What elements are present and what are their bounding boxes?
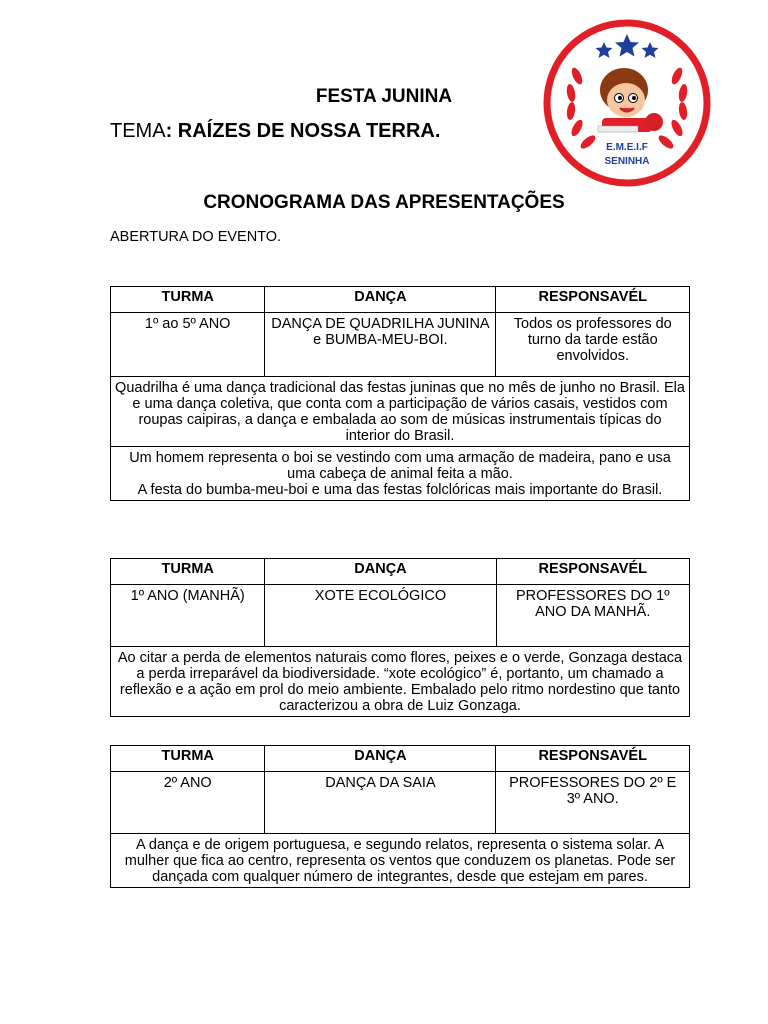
cell-responsavel: Todos os professores do turno da tarde estão envolvidos.: [496, 313, 690, 377]
col-danca: DANÇA: [265, 287, 496, 313]
table-header-row: [111, 559, 690, 585]
table-row: [111, 585, 690, 647]
col-responsavel: RESPONSAVÉL: [496, 746, 690, 772]
cell-description: A dança e de origem portuguesa, e segundo relatos, representa o sistema solar. A mulher que fica ao centro, representa os ventos que conduzem os planetas. Pode ser dançada com qualquer número de integrantes, desde que estejam em pares.: [111, 834, 690, 888]
theme-label: TEMA: [110, 120, 166, 142]
table-row: [111, 313, 690, 377]
logo-line1: E.M.E.I.F: [606, 142, 648, 153]
col-responsavel: RESPONSAVÉL: [496, 287, 690, 313]
cell-responsavel: PROFESSORES DO 2º E 3º ANO.: [496, 772, 690, 834]
description-line: A festa do bumba-meu-boi e uma das festas folclóricas mais importante do Brasil.: [137, 482, 663, 498]
cell-description: Quadrilha é uma dança tradicional das festas juninas que no mês de junho no Brasil. Ela e uma dança coletiva, que conta com a participação de vários casais, vestidos com roupas caipiras, a dança e embalada ao som de músicas instrumentais típicas do interior do Brasil.: [111, 377, 690, 447]
cell-description-2: [111, 447, 690, 501]
page-title: FESTA JUNINA: [315, 86, 453, 107]
cell-danca: DANÇA DA SAIA: [265, 772, 496, 834]
cell-description: Ao citar a perda de elementos naturais como flores, peixes e o verde, Gonzaga destaca a perda irreparável da biodiversidade. “xote ecológico” é, portanto, um chamado a reflexão e a ação em prol do meio ambiente. Embalado pelo ritmo nordestino que tanto caracterizou a obra de Luiz Gonzaga.: [111, 647, 690, 717]
cell-turma: 1º ANO (MANHÃ): [111, 585, 265, 647]
theme-value: : RAÍZES DE NOSSA TERRA.: [165, 120, 441, 142]
event-opening: ABERTURA DO EVENTO.: [110, 229, 282, 245]
table-row: [111, 647, 690, 717]
description-line: Um homem representa o boi se vestindo com uma armação de madeira, pano e usa uma cabeça de animal feita a mão.: [129, 450, 671, 482]
cell-responsavel: PROFESSORES DO 1º ANO DA MANHÃ.: [496, 585, 690, 647]
schedule-table-1: [110, 286, 690, 501]
table-row: [111, 447, 690, 501]
schedule-table-3: [110, 745, 690, 888]
schedule-title: CRONOGRAMA DAS APRESENTAÇÕES: [203, 192, 565, 213]
table-row: [111, 834, 690, 888]
col-turma: TURMA: [111, 746, 265, 772]
col-danca: DANÇA: [265, 746, 496, 772]
table-header-row: [111, 287, 690, 313]
table-row: [111, 377, 690, 447]
col-turma: TURMA: [111, 287, 265, 313]
cell-danca: XOTE ECOLÓGICO: [265, 585, 496, 647]
table-row: [111, 772, 690, 834]
col-turma: TURMA: [111, 559, 265, 585]
cell-turma: 2º ANO: [111, 772, 265, 834]
logo-line2: SENINHA: [604, 156, 650, 167]
theme-line: [110, 120, 440, 143]
table-header-row: [111, 746, 690, 772]
cell-turma: 1º ao 5º ANO: [111, 313, 265, 377]
schedule-table-2: [110, 558, 690, 717]
cell-danca: DANÇA DE QUADRILHA JUNINA e BUMBA-MEU-BOI.: [265, 313, 496, 377]
col-responsavel: RESPONSAVÉL: [496, 559, 690, 585]
col-danca: DANÇA: [265, 559, 496, 585]
